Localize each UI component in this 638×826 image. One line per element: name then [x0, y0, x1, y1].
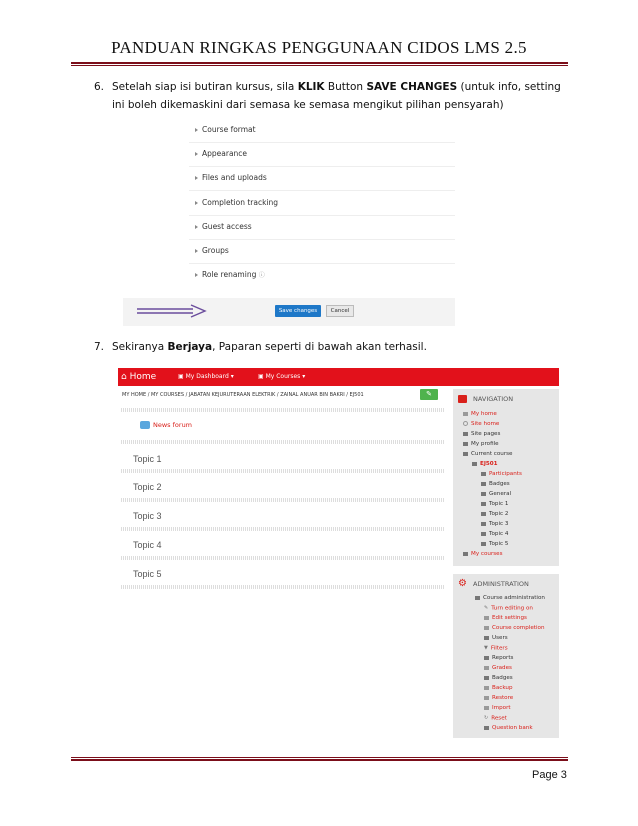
divider [121, 556, 445, 560]
nav-ej501[interactable] [472, 461, 498, 467]
settings-icon [484, 626, 489, 630]
nav-participants[interactable] [481, 471, 522, 477]
divider [189, 190, 455, 191]
nav-my-courses[interactable] [463, 551, 503, 557]
breadcrumb[interactable]: MY HOME / MY COURSES / JABATAN KEJURUTERAAN ELEKTRIK / ZAINAL ANUAR BIN BAKRI / EJ501 [122, 392, 364, 398]
document-title: PANDUAN RINGKAS PENGGUNAAN CIDOS LMS 2.5 [111, 38, 527, 57]
chevron-down-icon: ▾ [230, 373, 234, 380]
folder-icon [463, 432, 468, 436]
step-text-part: Button [324, 81, 367, 93]
backup-icon [484, 686, 489, 690]
nav-topic-5[interactable] [481, 541, 508, 547]
divider [189, 263, 455, 264]
header-rule-thin [71, 65, 568, 66]
nav-site-pages[interactable] [463, 431, 500, 437]
nav-label: Topic 1 [489, 501, 509, 507]
nav-label: Current course [471, 451, 513, 457]
expand-arrow-icon [195, 273, 198, 277]
folder-icon [481, 492, 486, 496]
cancel-button[interactable]: Cancel [326, 305, 354, 317]
section-role-renaming[interactable] [195, 270, 265, 279]
admin-course-completion[interactable] [484, 625, 545, 631]
administration-block [453, 574, 559, 738]
divider [121, 408, 445, 412]
nav-label: My profile [471, 441, 499, 447]
folder-icon [463, 452, 468, 456]
divider [121, 527, 445, 531]
admin-question-bank[interactable] [484, 725, 533, 731]
edit-icon: ✎ [426, 390, 432, 398]
topic-3[interactable]: Topic 3 [133, 511, 162, 521]
folder-icon [484, 636, 489, 640]
nav-label: Badges [489, 481, 510, 487]
administration-title: ADMINISTRATION [473, 580, 529, 588]
folder-icon [472, 462, 477, 466]
step-bold: SAVE CHANGES [366, 81, 458, 93]
admin-label: Question bank [492, 725, 533, 731]
section-label: Files and uploads [202, 173, 267, 182]
divider [121, 498, 445, 502]
step-number: 7. [94, 341, 105, 353]
home-icon [463, 412, 468, 416]
step-text-part: , Paparan seperti di bawah akan terhasil. [212, 341, 427, 353]
course-settings-screenshot [123, 118, 455, 328]
folder-icon [484, 656, 489, 660]
section-label: Groups [202, 246, 229, 255]
folder-icon [481, 502, 486, 506]
expand-arrow-icon [195, 176, 198, 180]
expand-arrow-icon [195, 225, 198, 229]
admin-label: Grades [492, 665, 512, 671]
nav-general[interactable] [481, 491, 511, 497]
nav-label: General [489, 491, 512, 497]
navigation-block [453, 389, 559, 566]
dashboard-label: My Dashboard [185, 373, 229, 380]
folder-icon [481, 482, 486, 486]
expand-arrow-icon [195, 152, 198, 156]
home-label: Home [129, 372, 157, 382]
nav-label: Topic 3 [489, 521, 509, 527]
home-icon: ⌂ [121, 372, 127, 382]
nav-current-course[interactable] [463, 451, 513, 457]
footer-rule-thin [71, 757, 568, 758]
divider [189, 166, 455, 167]
header-rule [71, 62, 568, 64]
folder-icon [463, 442, 468, 446]
expand-arrow-icon [195, 128, 198, 132]
admin-backup[interactable] [484, 685, 513, 691]
admin-label: Reports [492, 655, 514, 661]
administration-header [453, 574, 559, 594]
nav-topic-4[interactable] [481, 531, 508, 537]
admin-label: Turn editing on [491, 605, 533, 612]
footer-rule [71, 759, 568, 761]
divider [121, 440, 445, 444]
admin-label: Users [492, 635, 508, 641]
sitemap-icon [458, 395, 467, 403]
section-files-uploads[interactable] [195, 173, 267, 182]
admin-label: Backup [492, 685, 513, 691]
folder-icon [481, 522, 486, 526]
step-text [112, 78, 572, 114]
section-label: Completion tracking [202, 198, 279, 207]
admin-grades[interactable] [484, 665, 512, 671]
restore-icon [484, 696, 489, 700]
help-icon[interactable]: ⓘ [258, 272, 265, 279]
home-link[interactable] [121, 368, 156, 386]
arrow-icon [135, 304, 207, 318]
section-course-format[interactable] [195, 125, 256, 134]
admin-edit-settings[interactable] [484, 615, 527, 621]
folder-icon [481, 532, 486, 536]
gears-icon: ⚙ [458, 578, 467, 589]
step-text-part: (untuk info, setting ini boleh dikemaskini dari semasa ke semasa mengikut pilihan pensyarah) [112, 81, 561, 111]
folder-icon [463, 552, 468, 556]
admin-users[interactable] [484, 635, 508, 641]
admin-restore[interactable] [484, 695, 513, 701]
circle-icon [463, 421, 468, 426]
courses-label: My Courses [265, 373, 301, 380]
divider [189, 215, 455, 216]
folder-icon [481, 512, 486, 516]
admin-import[interactable] [484, 705, 511, 711]
step-bold: Berjaya [167, 341, 213, 353]
divider [121, 585, 445, 589]
admin-turn-editing-on[interactable] [484, 605, 533, 612]
admin-filters[interactable] [484, 645, 508, 652]
nav-topic-2[interactable] [481, 511, 508, 517]
nav-label: Topic 4 [489, 531, 509, 537]
courses-icon: ▣ [258, 373, 264, 380]
top-navbar [118, 368, 559, 386]
section-groups[interactable] [195, 246, 229, 255]
topic-5[interactable]: Topic 5 [133, 569, 162, 579]
step-7 [96, 338, 576, 358]
nav-label: My courses [471, 551, 503, 557]
section-appearance[interactable] [195, 149, 247, 158]
admin-course-administration[interactable] [475, 595, 545, 601]
nav-label: EJ501 [480, 461, 498, 467]
chevron-down-icon: ▾ [302, 373, 306, 380]
expand-arrow-icon [195, 201, 198, 205]
import-icon [484, 706, 489, 710]
step-number: 6. [94, 81, 105, 93]
navigation-header [453, 389, 559, 409]
admin-badges[interactable] [484, 675, 513, 681]
divider [189, 142, 455, 143]
admin-label: Course administration [483, 595, 545, 601]
grades-icon [484, 666, 489, 670]
step-text [112, 338, 572, 356]
news-forum-link[interactable] [140, 421, 192, 429]
folder-icon [481, 472, 486, 476]
nav-topic-3[interactable] [481, 521, 508, 527]
form-footer [123, 298, 455, 326]
section-label: Appearance [202, 149, 248, 158]
admin-label: Course completion [492, 625, 545, 631]
divider [189, 239, 455, 240]
section-completion-tracking[interactable] [195, 198, 278, 207]
section-label: Role renaming [202, 270, 257, 279]
nav-badges[interactable] [481, 481, 510, 487]
nav-label: Topic 5 [489, 541, 509, 547]
navigation-title: NAVIGATION [473, 395, 514, 403]
settings-icon [484, 616, 489, 620]
nav-my-home[interactable] [463, 411, 497, 417]
nav-label: Participants [489, 471, 522, 477]
folder-icon [481, 542, 486, 546]
my-dashboard-menu[interactable] [178, 368, 234, 386]
nav-site-home[interactable] [463, 421, 499, 427]
news-forum-label: News forum [153, 421, 193, 429]
folder-icon [484, 726, 489, 730]
admin-label: Import [492, 705, 511, 711]
admin-label: Filters [490, 645, 508, 652]
nav-label: Site pages [471, 431, 501, 437]
dashboard-icon: ▣ [178, 373, 184, 380]
section-label: Course format [202, 125, 256, 134]
page-number: Page 3 [532, 769, 567, 781]
divider [121, 469, 445, 473]
admin-reports[interactable] [484, 655, 513, 661]
admin-label: Restore [492, 695, 514, 701]
nav-label: My home [471, 411, 497, 417]
course-page-screenshot [118, 368, 559, 740]
folder-icon [475, 596, 480, 600]
my-courses-menu[interactable] [258, 368, 305, 386]
step-text-part: Setelah siap isi butiran kursus, sila [112, 81, 298, 93]
topic-2[interactable]: Topic 2 [133, 482, 162, 492]
step-bold: KLIK [297, 81, 325, 93]
step-text-part: Sekiranya [112, 341, 168, 353]
folder-icon [484, 676, 489, 680]
nav-my-profile[interactable] [463, 441, 499, 447]
nav-label: Topic 2 [489, 511, 509, 517]
forum-icon [140, 421, 150, 429]
pencil-icon: ✎ [484, 605, 489, 611]
admin-label: Badges [492, 675, 513, 681]
turn-editing-on-button[interactable] [420, 389, 438, 400]
topic-1[interactable]: Topic 1 [133, 454, 162, 464]
step-6 [96, 78, 576, 118]
save-changes-button[interactable]: Save changes [275, 305, 321, 317]
filter-icon: ▼ [484, 645, 488, 651]
topic-4[interactable]: Topic 4 [133, 540, 162, 550]
nav-label: Site home [471, 421, 500, 427]
admin-label: Edit settings [492, 615, 527, 621]
nav-topic-1[interactable] [481, 501, 508, 507]
expand-arrow-icon [195, 249, 198, 253]
section-label: Guest access [202, 222, 252, 231]
admin-label: Reset [491, 715, 507, 722]
reset-icon: ↻ [484, 715, 489, 721]
admin-reset[interactable] [484, 715, 507, 722]
section-guest-access[interactable] [195, 222, 252, 231]
